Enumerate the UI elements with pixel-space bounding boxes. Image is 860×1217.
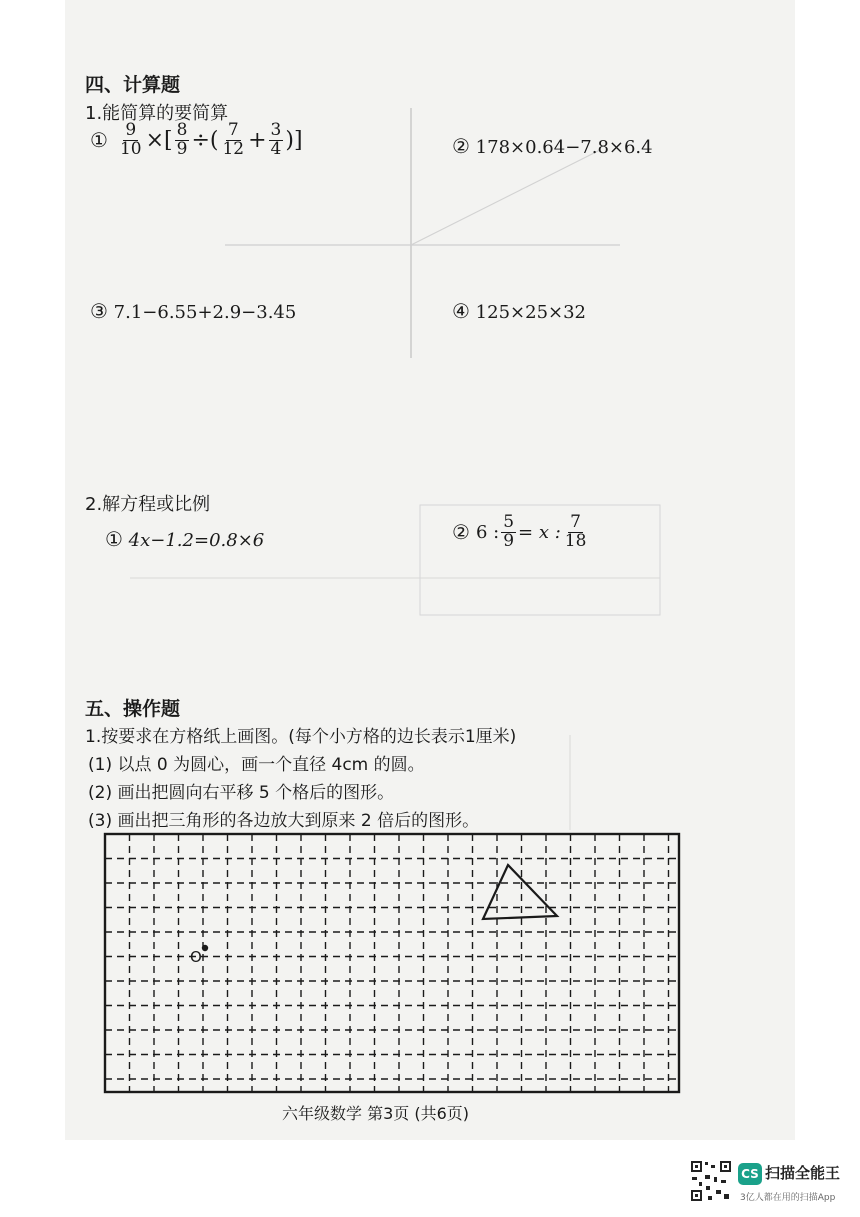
problem-2: ② 178×0.64−7.8×6.4 <box>452 134 653 158</box>
problem-1-number: ① <box>90 128 108 153</box>
fraction-7-18: $\frac{7}{18}$ <box>564 512 587 551</box>
point-o <box>202 945 208 951</box>
fraction-7-12: $\frac{7}{12}$ <box>222 120 245 159</box>
operation-intro: 1.按要求在方格纸上画图。(每个小方格的边长表示1厘米) <box>85 727 517 747</box>
equation-subtitle: 2.解方程或比例 <box>85 494 211 515</box>
camscanner-brand: 扫描全能王 <box>765 1164 841 1182</box>
camscanner-tagline: 3亿人都在用的扫描App <box>740 1193 836 1203</box>
calc-subtitle: 1.能简算的要简算 <box>85 103 229 124</box>
section-4-title: 四、计算题 <box>85 74 181 96</box>
problem-4: ④ 125×25×32 <box>452 299 587 323</box>
qr-code-icon <box>690 1160 732 1202</box>
operation-item-3: (3) 画出把三角形的各边放大到原来 2 倍后的图形。 <box>88 811 480 831</box>
equation-2: ② 6 : $\frac{5}{9}$ = x : $\frac{7}{18}$ <box>452 512 587 551</box>
equation-1: ① 4x−1.2=0.8×6 <box>105 527 265 551</box>
operation-item-1: (1) 以点 0 为圆心，画一个直径 4cm 的圆。 <box>88 755 425 775</box>
problem-3: ③ 7.1−6.55+2.9−3.45 <box>90 299 297 323</box>
section-5-title: 五、操作题 <box>85 698 181 720</box>
operation-item-2: (2) 画出把圆向右平移 5 个格后的图形。 <box>88 783 395 803</box>
point-o-label: O <box>190 948 202 966</box>
fraction-3-4: $\frac{3}{4}$ <box>270 120 282 159</box>
fraction-5-9: $\frac{5}{9}$ <box>503 512 515 551</box>
fraction-8-9: $\frac{8}{9}$ <box>176 120 188 159</box>
camscanner-logo-icon: CS <box>738 1163 762 1185</box>
fraction-9-10: $\frac{9}{10}$ <box>119 120 142 159</box>
page-footer: 六年级数学 第3页 (共6页) <box>282 1104 470 1123</box>
grid-paper <box>100 830 685 1098</box>
problem-1: ① $\frac{9}{10}$ ×[ $\frac{8}{9}$ ÷( $\frac{7}{12}$ + $\frac{3}{4}$ )] <box>90 120 303 159</box>
